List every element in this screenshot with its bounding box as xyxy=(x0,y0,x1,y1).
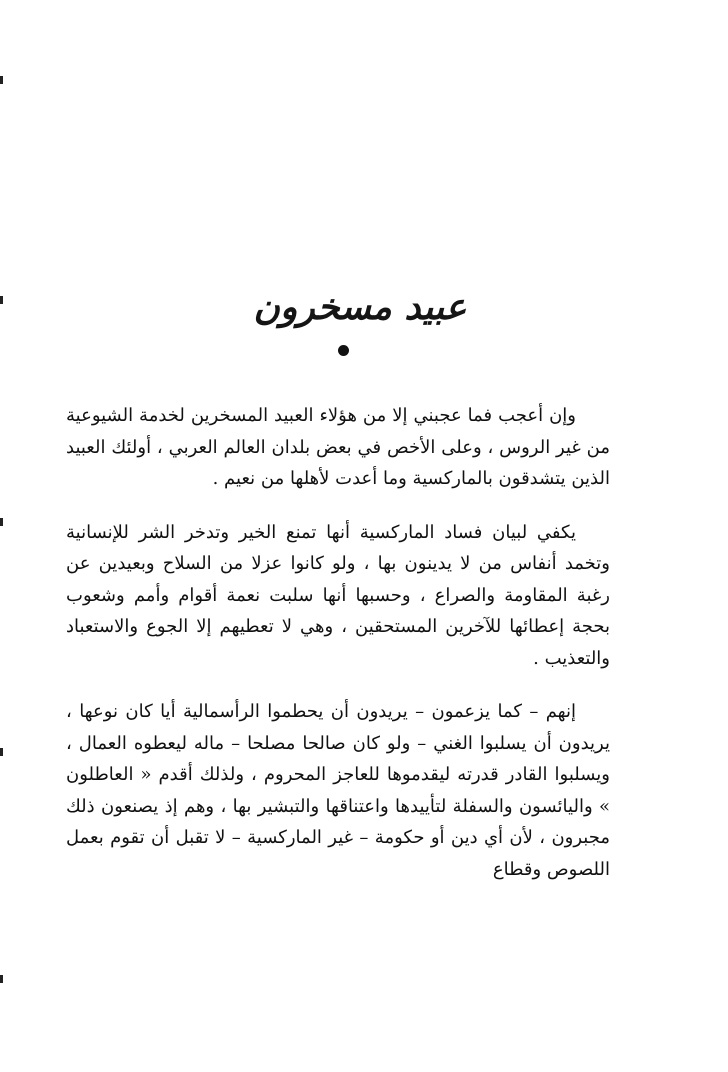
left-edge-mark xyxy=(0,975,3,983)
paragraph-3: إنهم – كما يزعمون – يريدون أن يحطموا الرأسمالية أيا كان نوعها ، يريدون أن يسلبوا الغني – ولو كان صالحا مصلحا – ماله ليعطوه العمال ، ويسلبوا القادر قدرته ليقدموها للعاجز المحروم ، ولذلك أقدم « العاطلون » واليائسون والسفلة لتأييدها واعتناقها والتبشير بها ، وهم إذ يصنعون ذلك مجبرون ، لأن أي دين أو حكومة – غير الماركسية – لا تقبل أن تقوم بعمل اللصوص وقطاع xyxy=(66,701,610,880)
paragraph-1: وإن أعجب فما عجبني إلا من هؤلاء العبيد المسخرين لخدمة الشيوعية من غير الروس ، وعلى الأخص في بعض بلدان العالم العربي ، أولئك العبيد الذين يتشدقون بالماركسية وما أعدت لأهلها من نعيم . xyxy=(66,405,610,489)
left-edge-mark xyxy=(0,296,3,304)
left-edge-mark xyxy=(0,76,3,84)
left-edge-mark xyxy=(0,518,3,526)
chapter-title: عبيد مسخرون xyxy=(253,286,467,329)
paragraph-2: يكفي لبيان فساد الماركسية أنها تمنع الخير وتدخر الشر للإنسانية وتخمد أنفاس من لا يدينون بها ، ولو كانوا عزلا من السلاح وبعيدين عن رغبة المقاومة والصراع ، وحسبها أنها سلبت نعمة أقوام وأمم وشعوب بحجة إعطائها للآخرين المستحقين ، وهي لا تعطيهم إلا الجوع والاستعباد والتعذيب . xyxy=(66,521,610,669)
body-text xyxy=(66,400,610,885)
left-edge-mark xyxy=(0,748,3,756)
title-ornament-dot xyxy=(338,345,349,356)
